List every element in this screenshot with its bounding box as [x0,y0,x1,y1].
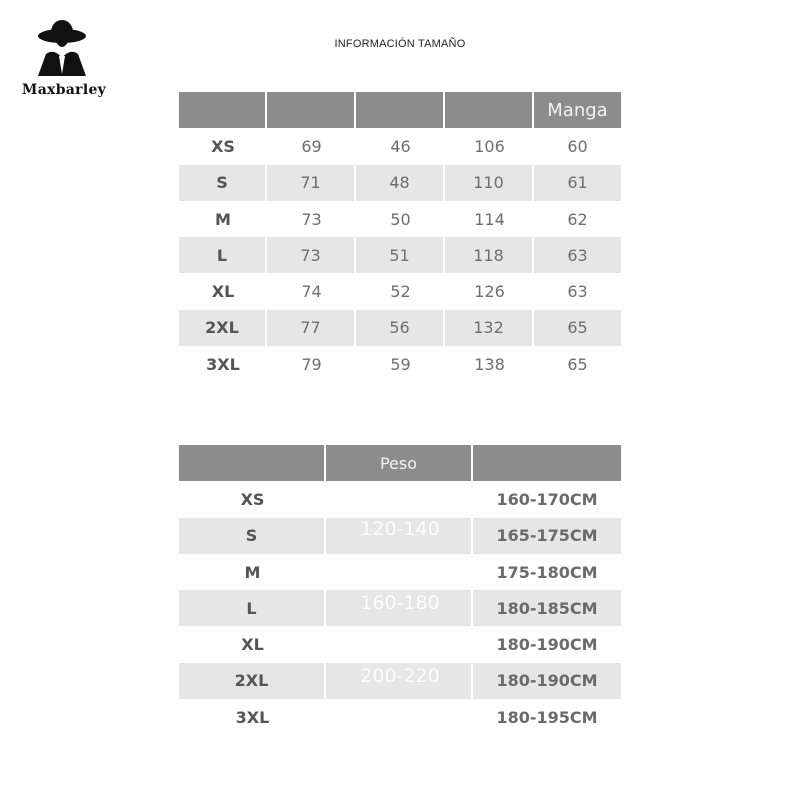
value-cell: 74 [301,282,322,302]
size-cell: S [179,165,267,201]
table-row [179,237,621,273]
table-header-row [179,92,621,128]
value-cell: 46 [390,136,411,156]
brand-logo [14,18,114,104]
value-cell: 118 [445,237,534,273]
value-cell: 48 [356,165,445,201]
value-cell: 65 [567,354,588,374]
table-row [179,626,621,662]
size-cell: XL [241,635,264,655]
height-cell: 180-190CM [473,663,621,699]
height-cell: 165-175CM [473,518,621,554]
value-cell: 69 [301,136,322,156]
header-cell-sleeve: Manga [534,92,621,128]
value-cell: 56 [356,310,445,346]
table-row [179,273,621,309]
weight-range-label: 120-140 [360,518,440,540]
size-measurement-table [179,92,621,382]
size-cell: 3XL [206,354,240,374]
header-cell-weight: Peso [326,445,473,481]
size-cell: 3XL [235,707,270,727]
height-cell: 160-170CM [496,489,598,509]
table-row [179,165,621,201]
value-cell: 114 [474,209,505,229]
table-row [179,554,621,590]
header-cell [179,92,267,128]
size-cell: XL [211,282,235,302]
value-cell: 50 [390,209,411,229]
size-cell: L [179,590,326,626]
value-cell: 63 [534,237,621,273]
weight-cell [326,481,473,517]
value-cell: 62 [567,209,588,229]
size-weight-height-table [179,445,621,735]
value-cell: 52 [390,282,411,302]
height-cell: 180-195CM [496,707,598,727]
height-cell: 180-185CM [473,590,621,626]
header-cell [445,92,534,128]
size-cell: 2XL [179,310,267,346]
value-cell: 79 [301,354,322,374]
brand-name: Maxbarley [21,82,107,98]
table-header-row [179,445,621,481]
value-cell: 71 [267,165,356,201]
value-cell: 63 [567,282,588,302]
value-cell: 73 [267,237,356,273]
table-row [179,481,621,517]
table-row [179,699,621,735]
header-cell [356,92,445,128]
weight-cell [326,699,473,735]
weight-cell [326,626,473,662]
header-cell [267,92,356,128]
page-title: INFORMACIÓN TAMAÑO [334,38,466,50]
value-cell: 126 [474,282,505,302]
weight-range-label: 160-180 [360,592,440,614]
value-cell: 138 [474,354,505,374]
value-cell: 73 [301,209,322,229]
table-row [179,128,621,164]
size-cell: XS [211,136,235,156]
size-cell: 2XL [179,663,326,699]
size-cell: S [179,518,326,554]
size-cell: L [179,237,267,273]
value-cell: 51 [356,237,445,273]
value-cell: 106 [474,136,505,156]
size-cell: XS [240,489,265,509]
height-cell: 180-190CM [496,635,598,655]
table-row [179,201,621,237]
header-cell [179,445,326,481]
table-row [179,310,621,346]
size-cell: M [244,562,261,582]
header-cell [473,445,621,481]
value-cell: 65 [534,310,621,346]
size-cell: M [215,209,231,229]
height-cell: 175-180CM [496,562,598,582]
value-cell: 59 [390,354,411,374]
value-cell: 132 [445,310,534,346]
value-cell: 110 [445,165,534,201]
value-cell: 60 [567,136,588,156]
value-cell: 77 [267,310,356,346]
value-cell: 61 [534,165,621,201]
table-row [179,346,621,382]
weight-cell [326,554,473,590]
weight-range-label: 200-220 [360,665,440,687]
